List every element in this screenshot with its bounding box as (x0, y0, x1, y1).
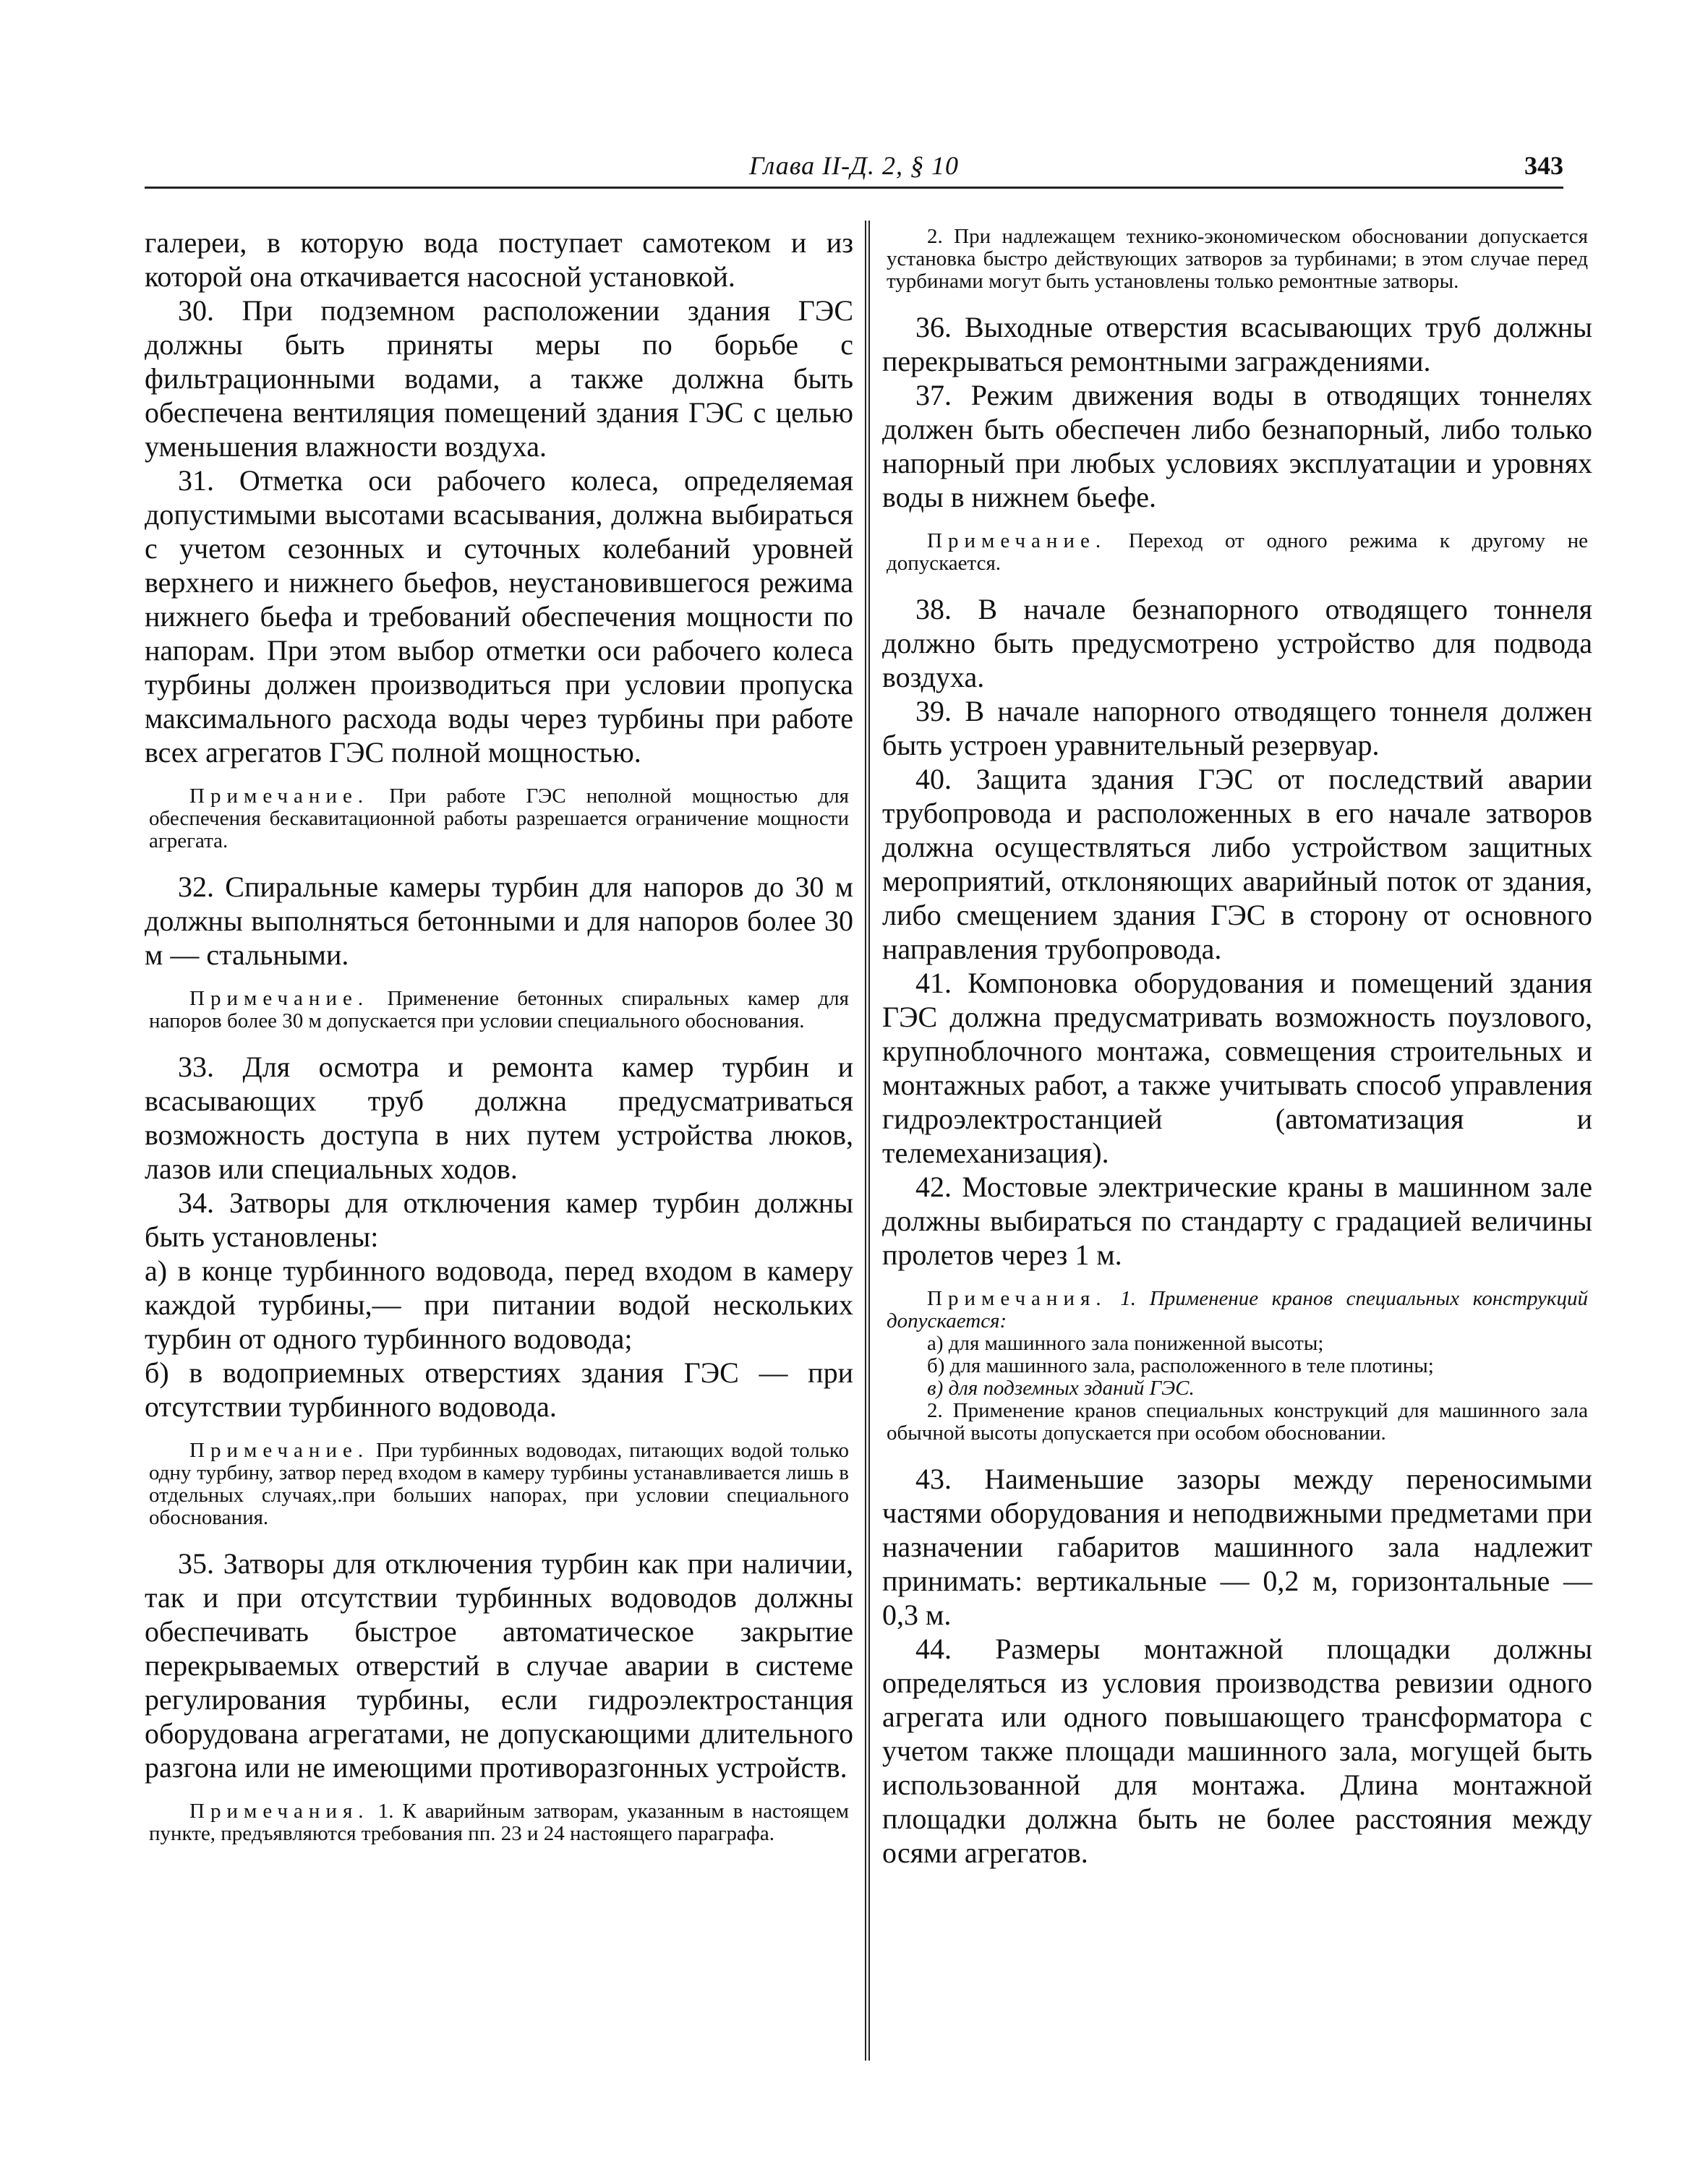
note-label: Примечания. (189, 1800, 370, 1823)
clause-30: 30. При подземном расположении здания ГЭС должны быть приняты меры по борьбе с фильтрационными водами, а также должна быть обеспечена вентиляция помещений здания ГЭС с целью уменьшения влажности воздуха. (145, 294, 853, 463)
clause-36: 36. Выходные отверстия всасывающих труб должны перекрываться ремонтными заграждениями. (882, 311, 1592, 377)
clause-37: 37. Режим движения воды в отводящих тоннелях должен быть обеспечен либо безнапорный, либо только напорный при любых условиях эксплуатации и уровнях воды в нижнем бьефе. (882, 379, 1592, 513)
note-text: При турбинных водоводах, питающих водой только одну турбину, затвор перед входом в камеру турбины устанавливается лишь в отдельных случаях,.при больших напорах, при условии специального обоснования. (149, 1439, 849, 1529)
right-column (882, 226, 1592, 1870)
note-42 (887, 1288, 1588, 1445)
note-text: Переход от одного режима к другому не допускается. (887, 529, 1588, 575)
clause-40: 40. Защита здания ГЭС от последствий аварии трубопровода и расположенных в его начале затворов должна осуществляться либо устройством защитных мероприятий, отклоняющих аварийный поток от здания, либо смещением здания ГЭС в сторону от основного направления трубопровода. (882, 763, 1592, 965)
note-42-item-b: б) для машинного зала, расположенного в теле плотины; (927, 1354, 1434, 1377)
note-42-line-1 (887, 1288, 1588, 1333)
column-divider (865, 221, 870, 2061)
note-32 (149, 988, 849, 1032)
note-label: Примечание. (189, 987, 370, 1010)
note-42-item-a: а) для машинного зала пониженной высоты; (927, 1332, 1324, 1355)
clause-35: 35. Затворы для отключения турбин как при наличии, так и при отсутствии турбинных водоводов должны обеспечивать быстрое автоматическое закрытие перекрываемых отверстий в случае аварии в системе регулирования турбины, если гидроэлектростанция оборудована агрегатами, не допускающими длительного разгона или не имеющими противоразгонных устройств. (145, 1547, 853, 1784)
clause-31: 31. Отметка оси рабочего колеса, определяемая допустимыми высотами всасывания, должна выбираться с учетом сезонных и суточных колебаний уровней верхнего и нижнего бьефов, неустановившегося режима нижнего бьефа и требований обеспечения мощности по напорам. При этом выбор отметки оси рабочего колеса турбины должен производиться при условии пропуска максимального расхода воды через турбины при работе всех агрегатов ГЭС полной мощностью. (145, 464, 853, 769)
clause-41: 41. Компоновка оборудования и помещений здания ГЭС должна предусматривать возможность поузлового, крупноблочного монтажа, совмещения строительных и монтажных работ, а также учитывать способ управления гидроэлектростанцией (автоматизация и телемеханизация). (882, 967, 1592, 1169)
note-31 (149, 785, 849, 852)
note-text: 1. К аварийным затворам, указанным в настоящем пункте, предъявляются требования пп. 23 и 24 настоящего параграфа. (149, 1800, 849, 1845)
page-number: 343 (1524, 151, 1563, 180)
clause-34-b: б) в водоприемных отверстиях здания ГЭС — при отсутствии турбинного водовода. (145, 1356, 853, 1423)
note-37 (887, 530, 1588, 575)
note-text: Применение бетонных спиральных камер для напоров более 30 м допускается при условии специального обоснования. (149, 987, 849, 1032)
clause-42: 42. Мостовые электрические краны в машинном зале должны выбираться по стандарту с градацией величины пролетов через 1 м. (882, 1171, 1592, 1271)
note-label: Примечание. (189, 784, 370, 808)
clause-34: 34. Затворы для отключения камер турбин должны быть установлены: (145, 1186, 853, 1253)
paragraph-continuation: галереи, в которую вода поступает самотеком и из которой она откачивается насосной установкой. (145, 226, 853, 293)
clause-44: 44. Размеры монтажной площадки должны определяться из условия производства ревизии одного агрегата или одного повышающего трансформатора с учетом также площади машинного зала, могущей быть использованной для монтажа. Длина монтажной площадки должна быть не более расстояния между осями агрегатов. (882, 1633, 1592, 1869)
clause-39: 39. В начале напорного отводящего тоннеля должен быть устроен уравнительный резервуар. (882, 695, 1592, 761)
note-text: 1. Применение кранов специальных конструкций допускается: (887, 1287, 1588, 1333)
note-35 (149, 1800, 849, 1845)
note-42-line-2: 2. Применение кранов специальных конструкций для машинного зала обычной высоты допускается при особом обосновании. (887, 1399, 1588, 1445)
note-label: Примечание. (189, 1439, 370, 1462)
note-label: Примечания. (927, 1287, 1107, 1310)
note-35-continued: 2. При надлежащем технико-экономическом обосновании допускается установка быстро действующих затворов за турбинами; в этом случае перед турбинами могут быть установлены только ремонтные затворы. (887, 225, 1588, 293)
page-header (145, 150, 1563, 191)
note-label: Примечание. (927, 529, 1107, 552)
note-42-item-c: в) для подземных зданий ГЭС. (927, 1377, 1195, 1400)
clause-38: 38. В начале безнапорного отводящего тоннеля должно быть предусмотрено устройство для подвода воздуха. (882, 593, 1592, 693)
chapter-reference: Глава II-Д. 2, § 10 (749, 151, 959, 180)
left-column (145, 226, 853, 1862)
clause-32: 32. Спиральные камеры турбин для напоров до 30 м должны выполняться бетонными и для напоров более 30 м — стальными. (145, 871, 853, 971)
note-text: При работе ГЭС неполной мощностью для обеспечения бескавитационной работы разрешается ограничение мощности агрегата. (149, 784, 849, 852)
clause-33: 33. Для осмотра и ремонта камер турбин и всасывающих труб должна предусматриваться возможность доступа в них путем устройства люков, лазов или специальных ходов. (145, 1051, 853, 1185)
header-rule (145, 187, 1563, 189)
note-34 (149, 1440, 849, 1529)
clause-43: 43. Наименьшие зазоры между переносимыми частями оборудования и неподвижными предметами при назначении габаритов машинного зала надлежит принимать: вертикальные — 0,2 м, горизонтальные — 0,3 м. (882, 1463, 1592, 1631)
clause-34-a: а) в конце турбинного водовода, перед входом в камеру каждой турбины,— при питании водой нескольких турбин от одного турбинного водовода; (145, 1254, 853, 1355)
